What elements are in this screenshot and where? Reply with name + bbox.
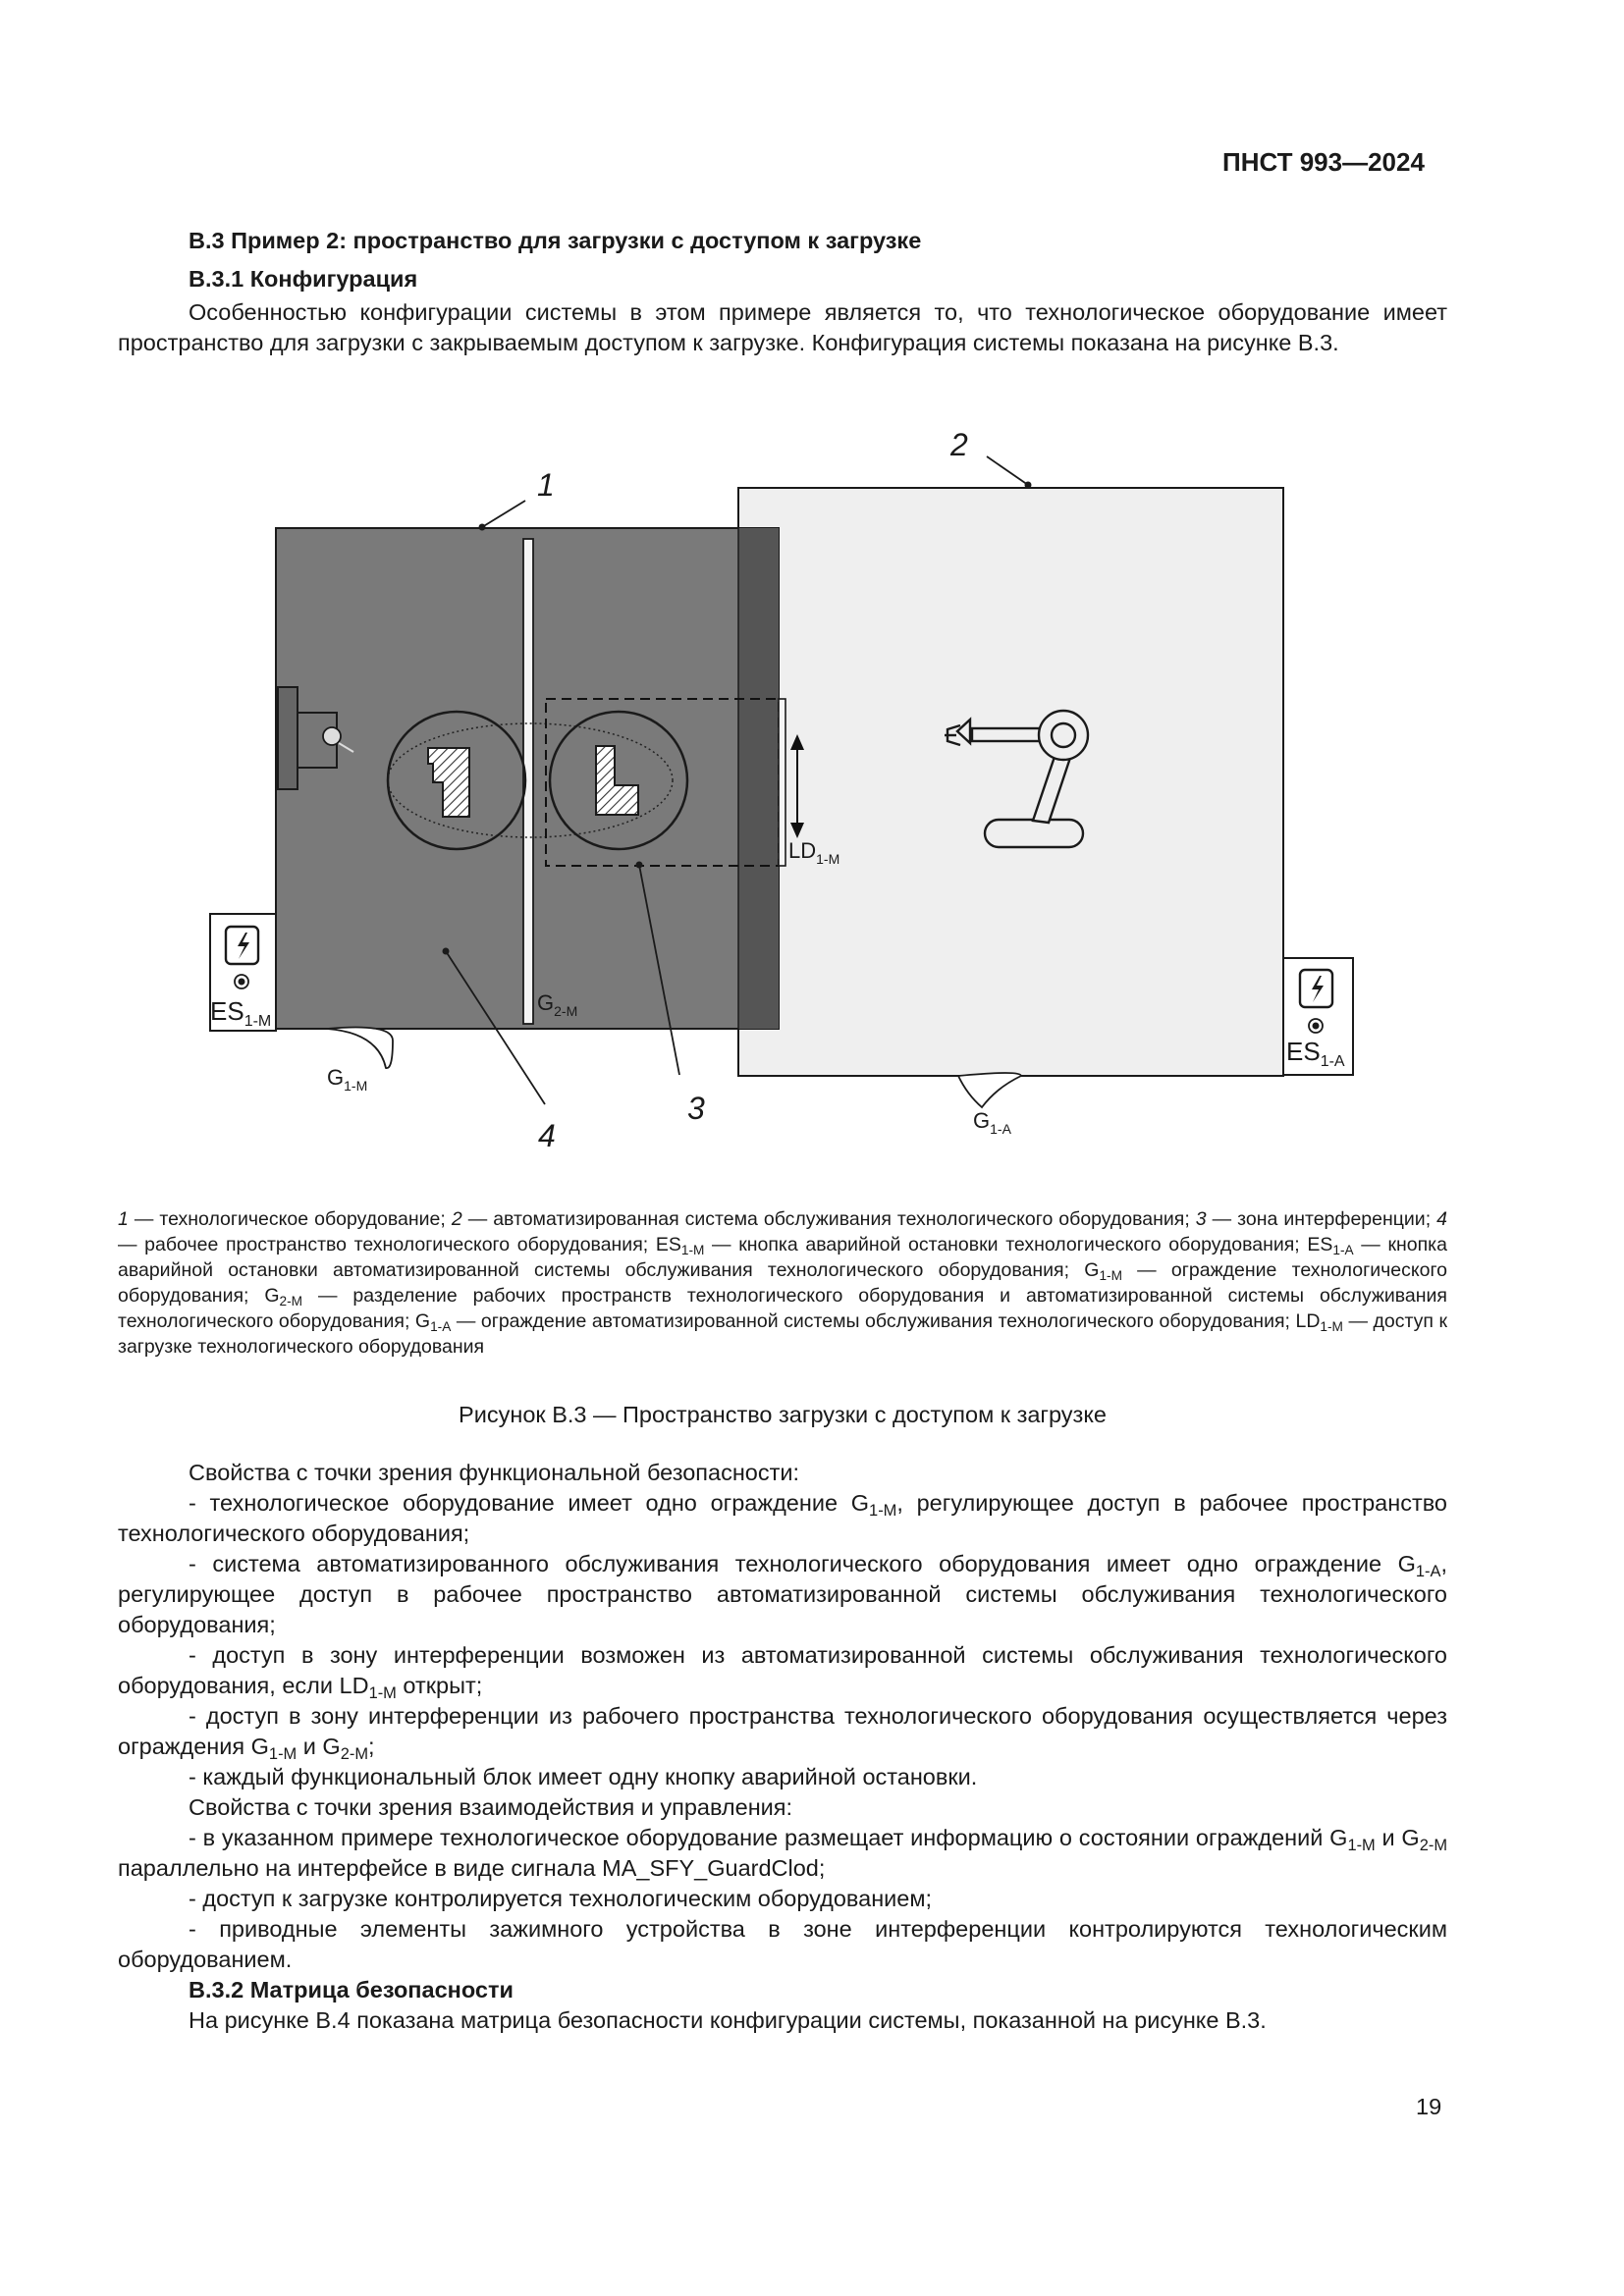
page-number: 19 bbox=[1416, 2094, 1442, 2119]
label-g1m: $G_{1-M}$ bbox=[327, 1065, 368, 1094]
label-ld1m: $LD_{1-M}$ bbox=[788, 838, 840, 867]
document-id: ПНСТ 993—2024 bbox=[1222, 147, 1425, 177]
guard-g1a-door bbox=[958, 1073, 1021, 1107]
callout-2: 2 bbox=[950, 427, 968, 462]
safety-item-3: - доступ в зону интерференции возможен из автоматизированной системы обслуживания технологического оборудования, если $LD_{1-M}$ открыт; bbox=[118, 1642, 1447, 1702]
safety-item-4: - доступ в зону интерференции из рабочего пространства технологического оборудования осуществляется через ограждения $G_{1-M}$ и $G_{2-M}$; bbox=[118, 1703, 1447, 1763]
intro-paragraph: Особенностью конфигурации системы в этом примере является то, что технологическое оборудование имеет пространство для загрузки с закрываемым доступом к загрузке. Конфигурация системы показана на рисунке В.3. bbox=[118, 299, 1447, 355]
callout-1: 1 bbox=[537, 467, 555, 503]
control-item-2: - доступ к загрузке контролируется технологическим оборудованием; bbox=[189, 1886, 933, 1911]
section-title: В.3 Пример 2: пространство для загрузки с доступом к загрузке bbox=[189, 228, 922, 253]
subsection-2-text: На рисунке В.4 показана матрица безопасности конфигурации системы, показанной на рисунке В.3. bbox=[189, 2007, 1267, 2033]
safety-item-2: - система автоматизированного обслуживания технологического оборудования имеет одно ограждение $G_{1-A}$, регулирующее доступ в рабочее пространство автоматизированной системы обслуживания технологического оборудования; bbox=[118, 1551, 1447, 1637]
safety-item-1: - технологическое оборудование имеет одно ограждение $G_{1-M}$, регулирующее доступ в рабочее пространство технологического оборудования; bbox=[118, 1490, 1448, 1546]
automation-system-area bbox=[738, 488, 1283, 1076]
safety-item-5: - каждый функциональный блок имеет одну кнопку аварийной остановки. bbox=[189, 1764, 978, 1789]
label-es1m: $ES_{1-M}$ bbox=[210, 996, 272, 1030]
guard-g1m-door bbox=[327, 1028, 393, 1069]
callout-3: 3 bbox=[687, 1091, 705, 1126]
control-properties-heading: Свойства с точки зрения взаимодействия и управления: bbox=[189, 1794, 793, 1820]
subsection-2-title: В.3.2 Матрица безопасности bbox=[189, 1977, 514, 2002]
overlap-strip bbox=[738, 528, 779, 1029]
wall-panel bbox=[278, 687, 298, 789]
label-g1a: $G_{1-A}$ bbox=[973, 1108, 1011, 1137]
subsection-title: В.3.1 Конфигурация bbox=[189, 266, 418, 292]
load-door-ld1m bbox=[779, 699, 785, 866]
control-item-3: - приводные элементы зажимного устройства в зоне интерференции контролируются технологическим оборудованием. bbox=[118, 1916, 1447, 1972]
figure-title: Рисунок В.3 — Пространство загрузки с доступом к загрузке bbox=[459, 1402, 1107, 1427]
figure-legend: 1 — технологическое оборудование; 2 — автоматизированная система обслуживания технологического оборудования; 3 — зона интерференции; 4 — рабочее пространство технологического оборудования; $ES_{1-M}$ — кнопка аварийной остановки технологического оборудования; $ES_{1-A}$ — кнопка аварийной остановки автоматизированной системы обслуживания технологического оборудования; $G_{1-M}$ — ограждение технологического оборудования; $G_{2-M}$ — разделение рабочих пространств технологического оборудования и автоматизированной системы обслуживания технологического оборудования; $G_{1-A}$ — ограждение автоматизированной системы обслуживания технологического оборудования; $LD_{1-M}$ — доступ к загрузке технологического оборудования bbox=[118, 1208, 1447, 1358]
label-es1a: $ES_{1-A}$ bbox=[1286, 1037, 1345, 1070]
safety-properties-heading: Свойства с точки зрения функциональной безопасности: bbox=[189, 1460, 800, 1485]
control-item-1: - в указанном примере технологическое оборудование размещает информацию о состоянии ограждений $G_{1-M}$ и $G_{2-M}$ параллельно на интерфейсе в виде сигнала MA_SFY_GuardClod; bbox=[118, 1825, 1448, 1881]
callout-4: 4 bbox=[538, 1118, 556, 1153]
label-g2m: $G_{2-M}$ bbox=[537, 990, 578, 1019]
